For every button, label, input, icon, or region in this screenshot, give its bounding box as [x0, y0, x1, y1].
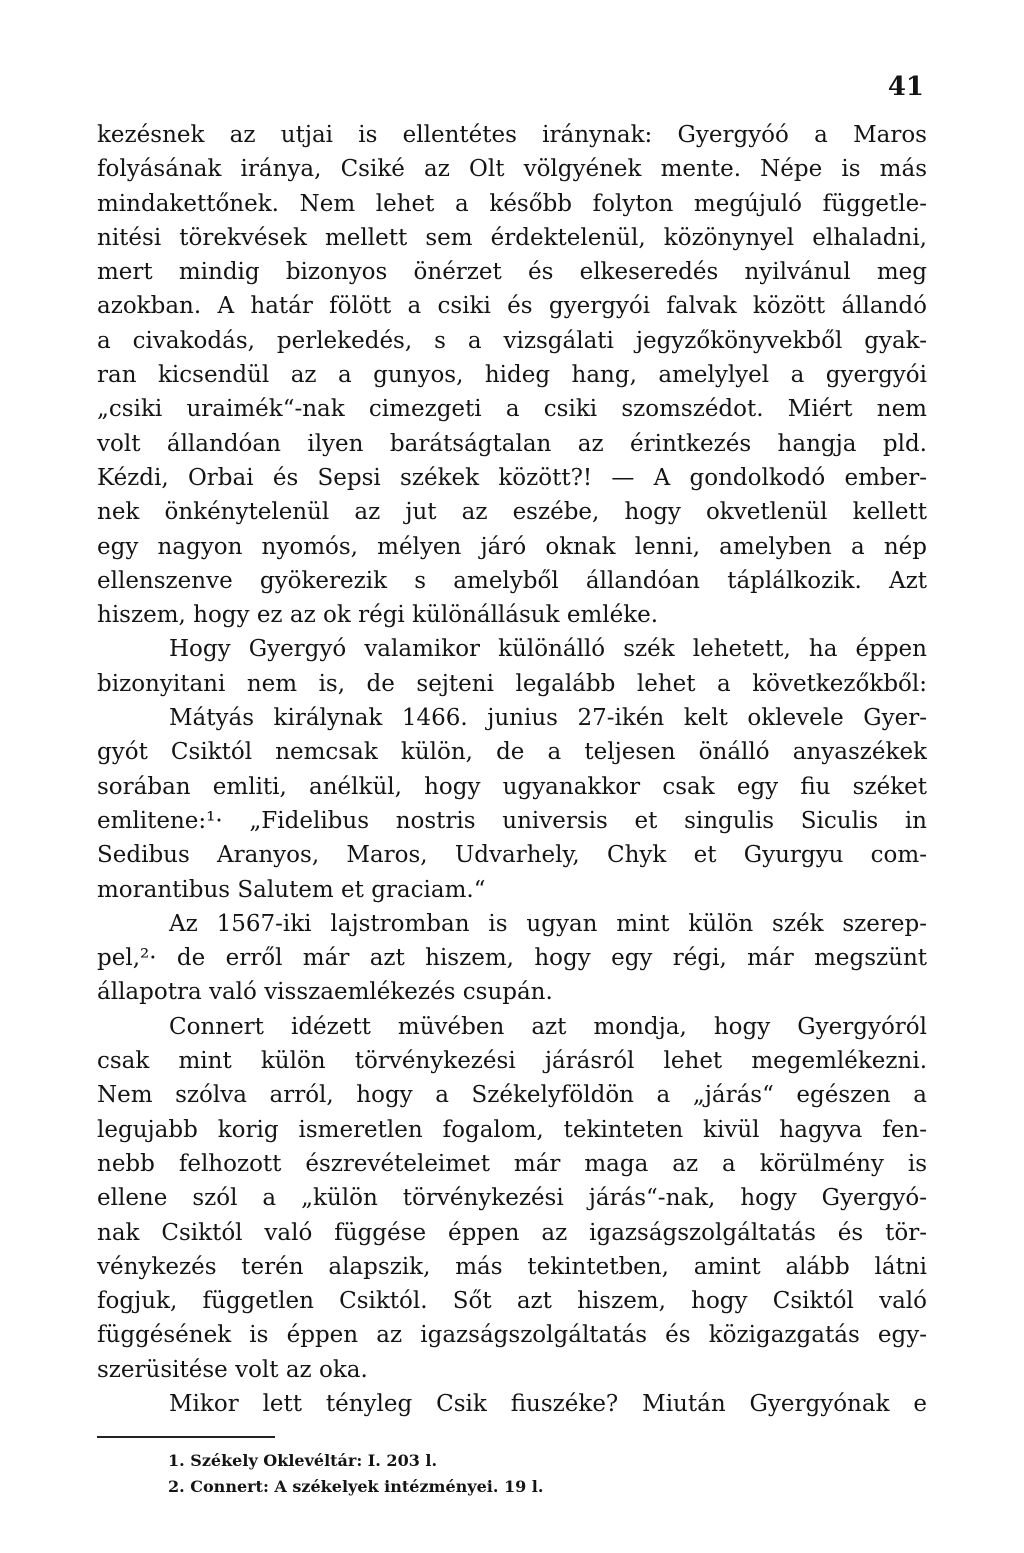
- text-line: a civakodás, perlekedés, s a vizsgálati jegyzőkönyvekből gyak-: [97, 327, 927, 354]
- text-line: vénykezés terén alapszik, más tekintetben, amint alább látni: [97, 1253, 927, 1280]
- text-line: nak Csiktól való függése éppen az igazságszolgáltatás és tör-: [97, 1219, 927, 1246]
- text-line: morantibus Salutem et graciam.“: [97, 876, 486, 903]
- text-line: Kézdi, Orbai és Sepsi székek között?! — A gondolkodó ember-: [97, 464, 927, 491]
- paragraph-1: [97, 118, 927, 632]
- text-line: „csiki uraimék“-nak cimezgeti a csiki szomszédot. Miért nem: [97, 396, 927, 423]
- text-line: nitési törekvések mellett sem érdektelenül, közönynyel elhaladni,: [97, 224, 927, 251]
- text-line: Mikor lett tényleg Csik fiuszéke? Miután Gyergyónak e: [169, 1390, 927, 1417]
- footnotes: [168, 1448, 543, 1500]
- text-line: hiszem, hogy ez az ok régi különállásuk emléke.: [97, 602, 659, 629]
- text-line: sorában emliti, anélkül, hogy ugyanakkor csak egy fiu széket: [97, 773, 927, 800]
- text-line: pel,²· de erről már azt hiszem, hogy egy régi, már megszünt: [97, 945, 927, 972]
- text-line: nek önkénytelenül az jut az eszébe, hogy okvetlenül kellett: [97, 499, 927, 526]
- page-number: 41: [887, 72, 924, 102]
- text-line: egy nagyon nyomós, mélyen járó oknak lenni, amelyben a nép: [97, 533, 927, 560]
- text-line: szerüsitése volt az oka.: [97, 1356, 368, 1383]
- text-line: Connert idézett müvében azt mondja, hogy Gyergyóról: [169, 1013, 927, 1040]
- text-line: Nem szólva arról, hogy a Székelyföldön a „járás“ egészen a: [97, 1082, 927, 1109]
- text-line: Sedibus Aranyos, Maros, Udvarhely, Chyk et Gyurgyu com-: [97, 842, 927, 869]
- footnote-1: 1. Székely Oklevéltár: I. 203 l.: [168, 1451, 438, 1470]
- paragraph-2: [97, 632, 927, 906]
- text-line: emlitene:¹· „Fidelibus nostris universis et singulis Siculis in: [97, 807, 927, 834]
- text-line: mindakettőnek. Nem lehet a később folyton megújuló függetle-: [97, 190, 927, 217]
- text-line: nebb felhozott észrevételeimet már maga az a körülmény is: [97, 1150, 927, 1177]
- text-line: bizonyitani nem is, de sejteni legalább lehet a következőkből:: [97, 670, 927, 697]
- text-line: csak mint külön törvénykezési járásról lehet megemlékezni.: [97, 1048, 927, 1075]
- text-line: Hogy Gyergyó valamikor különálló szék lehetett, ha éppen: [169, 636, 927, 663]
- text-line: azokban. A határ fölött a csiki és gyergyói falvak között állandó: [97, 293, 927, 320]
- footnote-divider: [97, 1436, 275, 1438]
- text-line: Mátyás királynak 1466. junius 27-ikén kelt oklevele Gyer-: [169, 705, 927, 732]
- text-line: ran kicsendül az a gunyos, hideg hang, amelylyel a gyergyói: [97, 362, 927, 389]
- text-line: Az 1567-iki lajstromban is ugyan mint külön szék szerep-: [169, 910, 927, 937]
- paragraph-5: [97, 1387, 927, 1421]
- text-line: legujabb korig ismeretlen fogalom, tekinteten kivül hagyva fen-: [97, 1116, 927, 1143]
- body-text: [97, 118, 927, 1421]
- text-line: volt állandóan ilyen barátságtalan az érintkezés hangja pld.: [97, 430, 927, 457]
- text-line: fogjuk, független Csiktól. Sőt azt hiszem, hogy Csiktól való: [97, 1288, 927, 1315]
- text-line: mert mindig bizonyos önérzet és elkeseredés nyilvánul meg: [97, 259, 927, 286]
- paragraph-3: [97, 907, 927, 1010]
- paragraph-4: [97, 1010, 927, 1387]
- text-line: ellene szól a „külön törvénykezési járás“-nak, hogy Gyergyó-: [97, 1185, 927, 1212]
- text-line: gyót Csiktól nemcsak külön, de a teljesen önálló anyaszékek: [97, 739, 927, 766]
- text-line: ellenszenve gyökerezik s amelyből állandóan táplálkozik. Azt: [97, 567, 927, 594]
- text-line: állapotra való visszaemlékezés csupán.: [97, 979, 553, 1006]
- text-line: folyásának iránya, Csiké az Olt völgyének mente. Népe is más: [97, 156, 927, 183]
- footnote-2: 2. Connert: A székelyek intézményei. 19 l.: [168, 1477, 544, 1496]
- text-line: kezésnek az utjai is ellentétes iránynak: Gyergyóó a Maros: [97, 122, 927, 148]
- text-line: függésének is éppen az igazságszolgáltatás és közigazgatás egy-: [97, 1322, 927, 1349]
